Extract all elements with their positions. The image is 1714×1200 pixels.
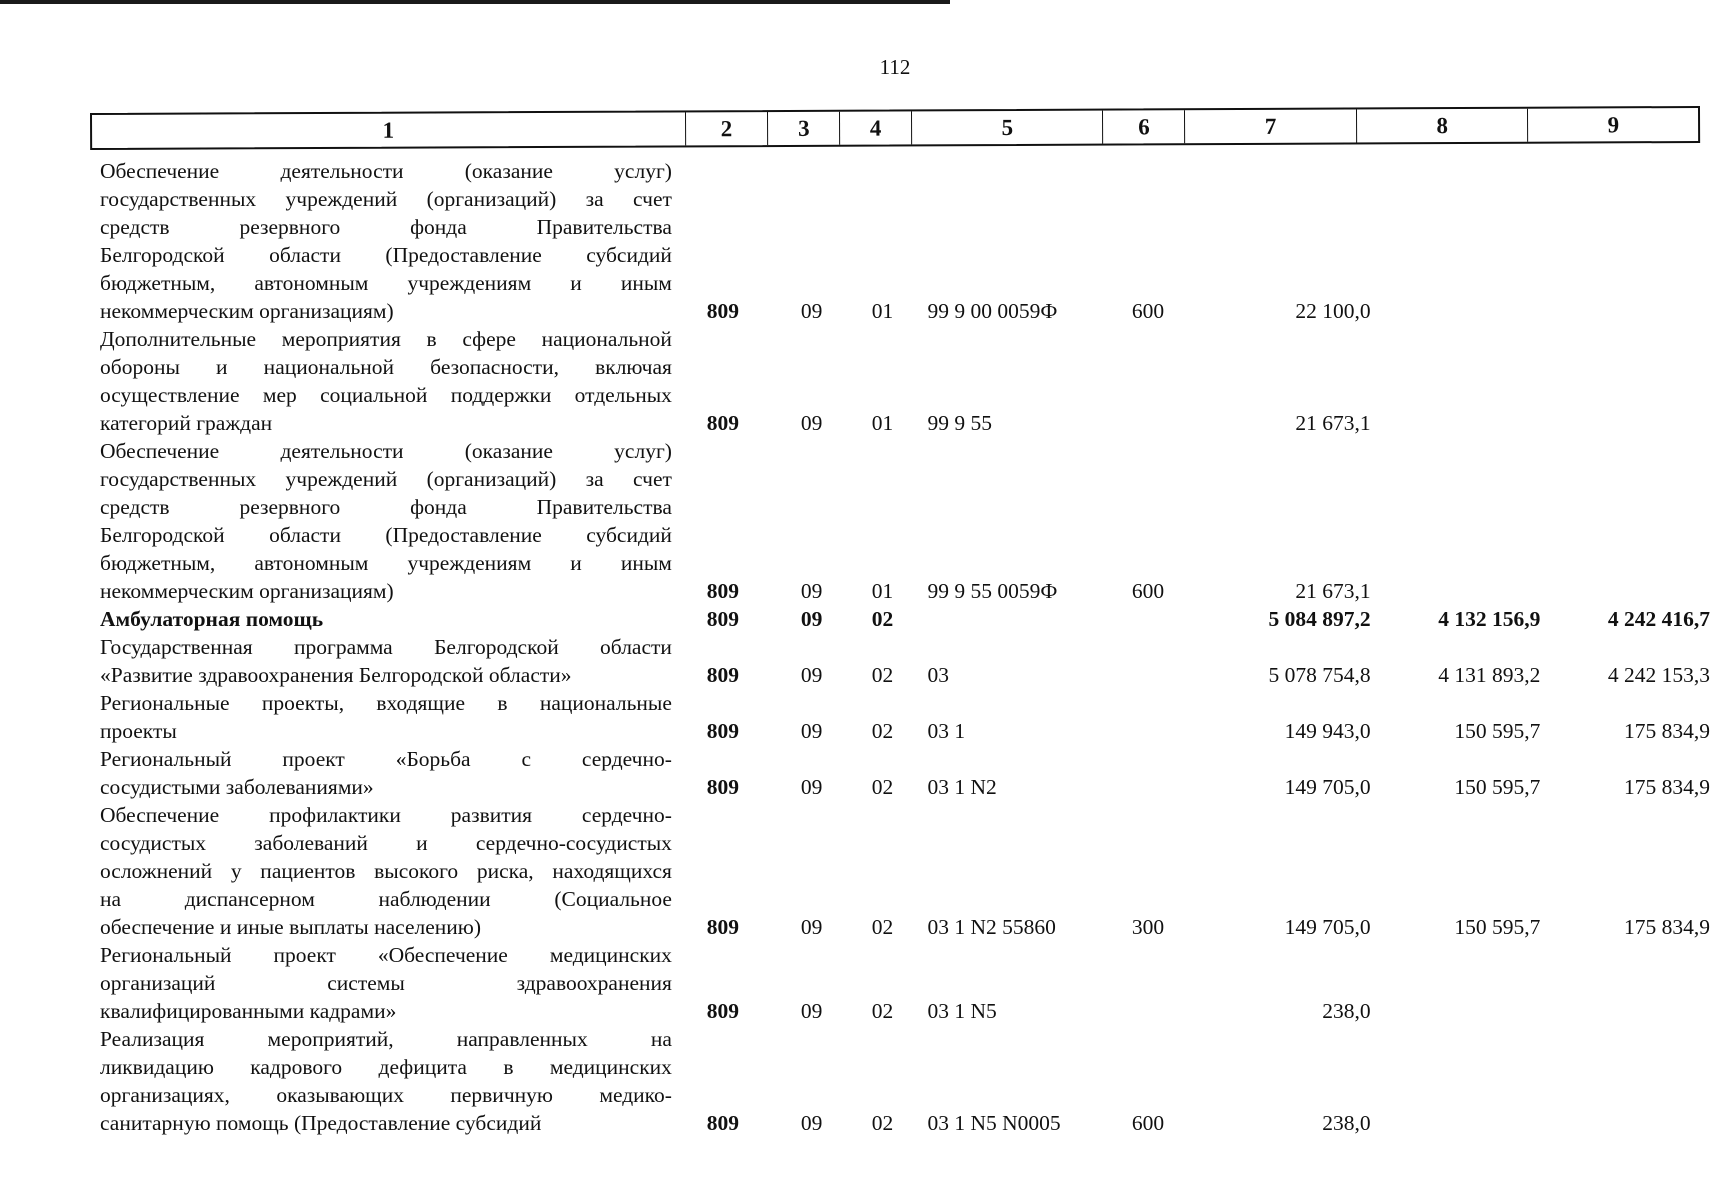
- cell-column-7: 21 673,1: [1295, 579, 1371, 603]
- description-line: на диспансерном наблюдении (Социальное: [100, 887, 672, 911]
- table-row: [100, 941, 1710, 1025]
- cell-column-3: 09: [800, 719, 823, 743]
- cell-column-7: 149 705,0: [1284, 775, 1371, 799]
- description-line: обороны и национальной безопасности, включая: [100, 355, 672, 379]
- cell-column-7: 21 673,1: [1295, 411, 1371, 435]
- description-line: некоммерческим организациям): [100, 579, 394, 603]
- description-line: Обеспечение деятельности (оказание услуг): [100, 159, 672, 183]
- cell-column-2: 809: [706, 775, 739, 799]
- table-row: [100, 605, 1710, 633]
- cell-column-4: 02: [871, 1111, 894, 1135]
- cell-column-9: 175 834,9: [1624, 775, 1710, 799]
- row-description: [100, 801, 672, 941]
- column-header-6: 6: [1103, 110, 1185, 143]
- description-line: некоммерческим организациям): [100, 299, 394, 323]
- row-description: [100, 325, 672, 437]
- cell-column-9: 175 834,9: [1624, 915, 1710, 939]
- top-border-line: [0, 0, 950, 4]
- cell-column-4: 02: [871, 719, 894, 743]
- row-description: [100, 1025, 672, 1137]
- cell-column-8: 150 595,7: [1454, 775, 1541, 799]
- description-line: организаций системы здравоохранения: [100, 971, 672, 995]
- cell-column-3: 09: [800, 663, 823, 687]
- cell-column-7: 238,0: [1322, 999, 1371, 1023]
- cell-column-3: 09: [800, 1111, 823, 1135]
- description-line: Белгородской области (Предоставление субсидий: [100, 243, 672, 267]
- description-line: средств резервного фонда Правительства: [100, 495, 672, 519]
- cell-column-3: 09: [800, 299, 823, 323]
- column-header-4: 4: [840, 111, 912, 144]
- description-line: обеспечение и иные выплаты населению): [100, 915, 482, 939]
- cell-column-5: 99 9 00 0059Ф: [927, 299, 1058, 323]
- description-line: Обеспечение профилактики развития сердечно-: [100, 803, 672, 827]
- cell-column-8: 150 595,7: [1454, 915, 1541, 939]
- table-row: [100, 437, 1710, 605]
- cell-column-5: 03 1 N2: [927, 775, 997, 799]
- cell-column-3: 09: [800, 411, 823, 435]
- cell-column-4: 02: [871, 999, 894, 1023]
- cell-column-6: 300: [1131, 915, 1165, 939]
- cell-column-5: 03: [927, 663, 949, 687]
- description-line: санитарную помощь (Предоставление субсидий: [100, 1111, 542, 1135]
- description-line: категорий граждан: [100, 411, 273, 435]
- description-line: государственных учреждений (организаций) за счет: [100, 467, 672, 491]
- cell-column-3: 09: [800, 915, 823, 939]
- cell-column-4: 02: [871, 915, 894, 939]
- row-description: [100, 605, 672, 633]
- cell-column-5: 03 1 N5 N0005: [927, 1111, 1061, 1135]
- description-line: средств резервного фонда Правительства: [100, 215, 672, 239]
- cell-column-2: 809: [706, 915, 739, 939]
- column-header-7: 7: [1185, 109, 1357, 143]
- cell-column-5: 03 1 N2 55860: [927, 915, 1056, 939]
- cell-column-8: 150 595,7: [1454, 719, 1541, 743]
- cell-column-7: 22 100,0: [1295, 299, 1371, 323]
- table-body: [100, 157, 1710, 1137]
- description-line: Государственная программа Белгородской области: [100, 635, 672, 659]
- table-row: [100, 745, 1710, 801]
- cell-column-3: 09: [800, 999, 823, 1023]
- description-line: Амбулаторная помощь: [100, 607, 324, 631]
- cell-column-5: 03 1: [927, 719, 966, 743]
- table-row: [100, 801, 1710, 941]
- description-line: сосудистыми заболеваниями»: [100, 775, 374, 799]
- cell-column-8: 4 131 893,2: [1438, 663, 1541, 687]
- cell-column-4: 02: [871, 607, 894, 631]
- cell-column-3: 09: [800, 579, 823, 603]
- row-description: [100, 689, 672, 745]
- cell-column-5: 03 1 N5: [927, 999, 997, 1023]
- description-line: бюджетным, автономным учреждениям и иным: [100, 271, 672, 295]
- cell-column-4: 02: [871, 663, 894, 687]
- cell-column-7: 5 078 754,8: [1268, 663, 1371, 687]
- column-header-3: 3: [768, 112, 840, 145]
- cell-column-2: 809: [706, 299, 739, 323]
- cell-column-7: 149 705,0: [1284, 915, 1371, 939]
- cell-column-8: 4 132 156,9: [1438, 607, 1541, 631]
- description-line: «Развитие здравоохранения Белгородской области»: [100, 663, 572, 687]
- cell-column-2: 809: [706, 663, 739, 687]
- cell-column-7: 149 943,0: [1284, 719, 1371, 743]
- description-line: Региональный проект «Обеспечение медицинских: [100, 943, 672, 967]
- description-line: Реализация мероприятий, направленных на: [100, 1027, 672, 1051]
- cell-column-3: 09: [800, 775, 823, 799]
- cell-column-2: 809: [706, 579, 739, 603]
- cell-column-5: 99 9 55 0059Ф: [927, 579, 1058, 603]
- cell-column-4: 01: [871, 411, 894, 435]
- column-header-2: 2: [686, 112, 769, 145]
- cell-column-2: 809: [706, 1111, 739, 1135]
- description-line: Дополнительные мероприятия в сфере национальной: [100, 327, 672, 351]
- page-number: 112: [879, 55, 911, 79]
- cell-column-2: 809: [706, 719, 739, 743]
- description-line: проекты: [100, 719, 177, 743]
- cell-column-6: 600: [1131, 579, 1165, 603]
- description-line: сосудистых заболеваний и сердечно-сосудистых: [100, 831, 672, 855]
- description-line: квалифицированными кадрами»: [100, 999, 397, 1023]
- description-line: организациях, оказывающих первичную медико-: [100, 1083, 672, 1107]
- description-line: Белгородской области (Предоставление субсидий: [100, 523, 672, 547]
- cell-column-9: 175 834,9: [1624, 719, 1710, 743]
- description-line: Региональные проекты, входящие в национальные: [100, 691, 672, 715]
- description-line: государственных учреждений (организаций) за счет: [100, 187, 672, 211]
- table-row: [100, 689, 1710, 745]
- row-description: [100, 633, 672, 689]
- table-row: [100, 325, 1710, 437]
- row-description: [100, 157, 672, 325]
- cell-column-6: 600: [1131, 1111, 1165, 1135]
- description-line: осуществление мер социальной поддержки отдельных: [100, 383, 672, 407]
- column-header-8: 8: [1357, 109, 1529, 143]
- cell-column-2: 809: [706, 607, 739, 631]
- description-line: ликвидацию кадрового дефицита в медицинских: [100, 1055, 672, 1079]
- cell-column-7: 5 084 897,2: [1268, 607, 1371, 631]
- column-header-9: 9: [1607, 111, 1620, 137]
- cell-column-4: 01: [871, 299, 894, 323]
- table-row: [100, 157, 1710, 325]
- description-line: Региональный проект «Борьба с сердечно-: [100, 747, 672, 771]
- cell-column-4: 02: [871, 775, 894, 799]
- row-description: [100, 941, 672, 1025]
- table-row: [100, 1025, 1710, 1137]
- column-header-5: 5: [912, 111, 1104, 145]
- table-row: [100, 633, 1710, 689]
- table-header: [90, 106, 1700, 150]
- row-description: [100, 745, 672, 801]
- row-description: [100, 437, 672, 605]
- cell-column-7: 238,0: [1322, 1111, 1371, 1135]
- description-line: осложнений у пациентов высокого риска, находящихся: [100, 859, 672, 883]
- cell-column-2: 809: [706, 999, 739, 1023]
- cell-column-6: 600: [1131, 299, 1165, 323]
- cell-column-3: 09: [800, 607, 823, 631]
- cell-column-2: 809: [706, 411, 739, 435]
- description-line: Обеспечение деятельности (оказание услуг): [100, 439, 672, 463]
- cell-column-5: 99 9 55: [927, 411, 992, 435]
- description-line: бюджетным, автономным учреждениям и иным: [100, 551, 672, 575]
- cell-column-9: 4 242 416,7: [1607, 607, 1710, 631]
- cell-column-4: 01: [871, 579, 894, 603]
- column-header-1: 1: [92, 112, 686, 148]
- cell-column-9: 4 242 153,3: [1607, 663, 1710, 687]
